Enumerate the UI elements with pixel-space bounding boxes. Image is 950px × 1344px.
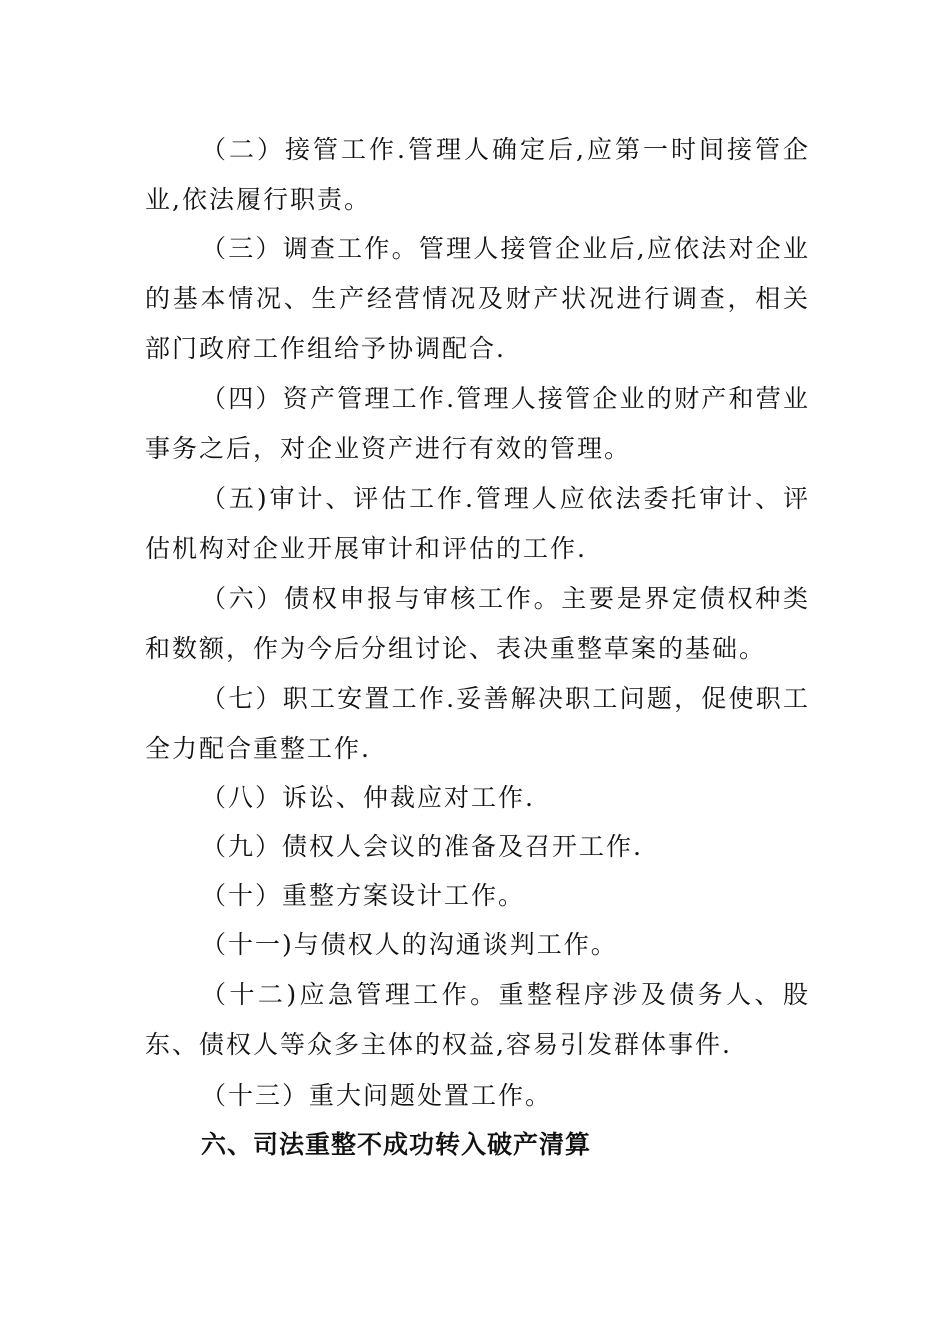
paragraph-takeover: （二）接管工作.管理人确定后,应第一时间接管企业,依法履行职责。 [145, 135, 810, 214]
paragraph-employee-placement: （七）职工安置工作.妥善解决职工问题，促使职工全力配合重整工作. [145, 684, 810, 763]
paragraph-asset-management: （四）资产管理工作.管理人接管企业的财产和营业事务之后，对企业资产进行有效的管理。 [145, 384, 810, 463]
paragraph-audit-evaluation: （五)审计、评估工作.管理人应依法委托审计、评估机构对企业开展审计和评估的工作. [145, 484, 810, 563]
paragraph-claims-review: （六）债权申报与审核工作。主要是界定债权种类和数额，作为今后分组讨论、表决重整草案的基础。 [145, 584, 810, 663]
paragraph-litigation: （八）诉讼、仲裁应对工作. [201, 783, 535, 812]
paragraph-major-issues: （十三）重大问题处置工作。 [201, 1081, 553, 1110]
paragraph-emergency-management: （十二)应急管理工作。重整程序涉及债务人、股东、债权人等众多主体的权益,容易引发群体事件. [145, 980, 810, 1059]
paragraph-investigation: （三）调查工作。管理人接管企业后,应依法对企业的基本情况、生产经营情况及财产状况进行调查，相关部门政府工作组给予协调配合. [145, 234, 810, 363]
paragraph-creditors-meeting: （九）债权人会议的准备及召开工作. [201, 832, 643, 861]
paragraph-negotiation: （十一)与债权人的沟通谈判工作。 [201, 930, 618, 959]
section-heading: 六、司法重整不成功转入破产清算 [201, 1130, 592, 1159]
paragraph-plan-design: （十）重整方案设计工作。 [201, 881, 526, 910]
